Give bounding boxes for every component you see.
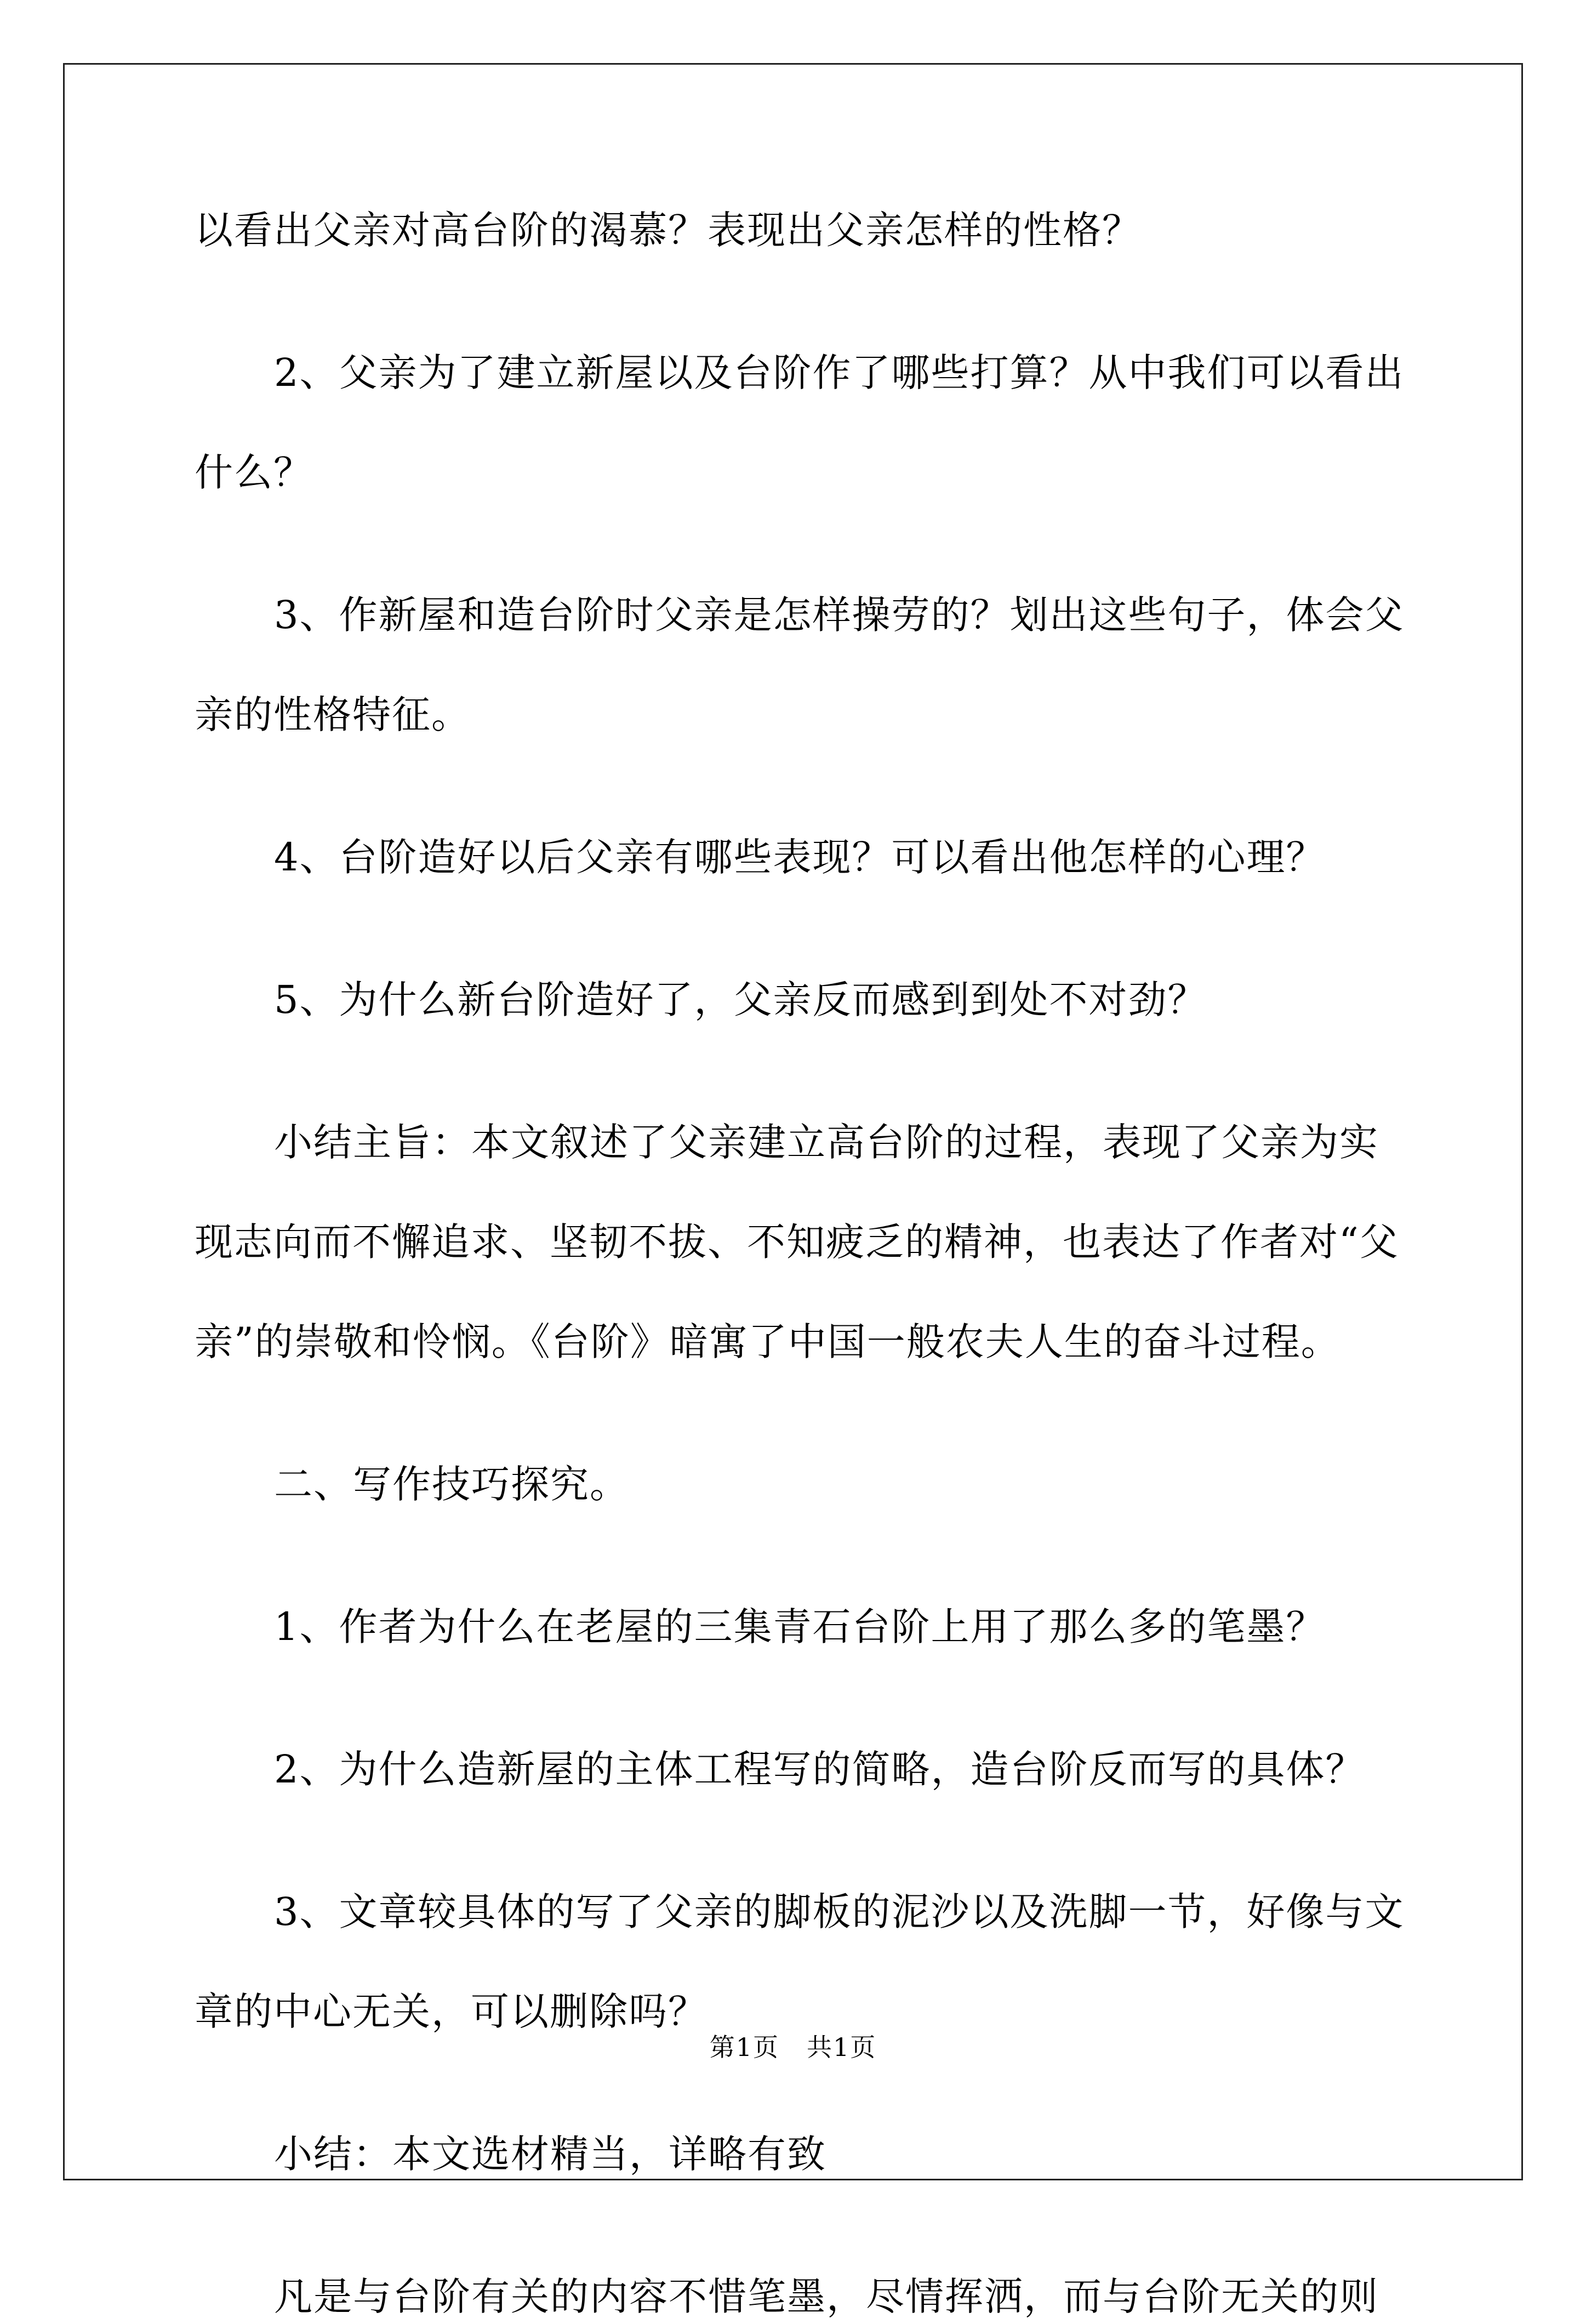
document-body: [195, 203, 1405, 2324]
paragraph-line: 2、为什么造新屋的主体工程写的简略，造台阶反而写的具体？: [274, 1747, 1365, 1792]
paragraph-line: 2、父亲为了建立新屋以及台阶作了哪些打算？从中我们可以看出: [274, 350, 1405, 395]
paragraph-line: 小结：本文选材精当，详略有致: [274, 2132, 826, 2177]
paragraph-line: 凡是与台阶有关的内容不惜笔墨，尽情挥洒，而与台阶无关的则: [274, 2274, 1379, 2319]
paragraph-line: 1、作者为什么在老屋的三集青石台阶上用了那么多的笔墨？: [274, 1604, 1326, 1649]
paragraph-line: 亲的性格特征。: [195, 692, 471, 737]
paragraph-line: 什么？: [195, 450, 313, 495]
paragraph-line: 章的中心无关，可以删除吗？: [195, 1989, 708, 2034]
page-footer: [0, 2031, 1586, 2064]
paragraph-line: 现志向而不懈追求、坚韧不拔、不知疲乏的精神，也表达了作者对“父: [195, 1220, 1399, 1264]
paragraph-line: 小结主旨：本文叙述了父亲建立高台阶的过程，表现了父亲为实: [274, 1120, 1379, 1165]
page-number-total: 共1页: [807, 2032, 877, 2062]
paragraph-line: 亲”的崇敬和怜悯。《台阶》暗寓了中国一般农夫人生的奋斗过程。: [195, 1319, 1340, 1364]
paragraph-line: 4、台阶造好以后父亲有哪些表现？可以看出他怎样的心理？: [274, 835, 1326, 880]
section-heading: 二、写作技巧探究。: [274, 1462, 629, 1507]
page-number-current: 第1页: [709, 2032, 779, 2062]
paragraph-line: 3、文章较具体的写了父亲的脚板的泥沙以及洗脚一节，好像与文: [274, 1889, 1405, 1934]
paragraph-line: 以看出父亲对高台阶的渴慕？表现出父亲怎样的性格？: [195, 208, 1142, 253]
paragraph-line: 5、为什么新台阶造好了，父亲反而感到到处不对劲？: [274, 977, 1207, 1022]
paragraph-line: 3、作新屋和造台阶时父亲是怎样操劳的？划出这些句子，体会父: [274, 593, 1405, 637]
